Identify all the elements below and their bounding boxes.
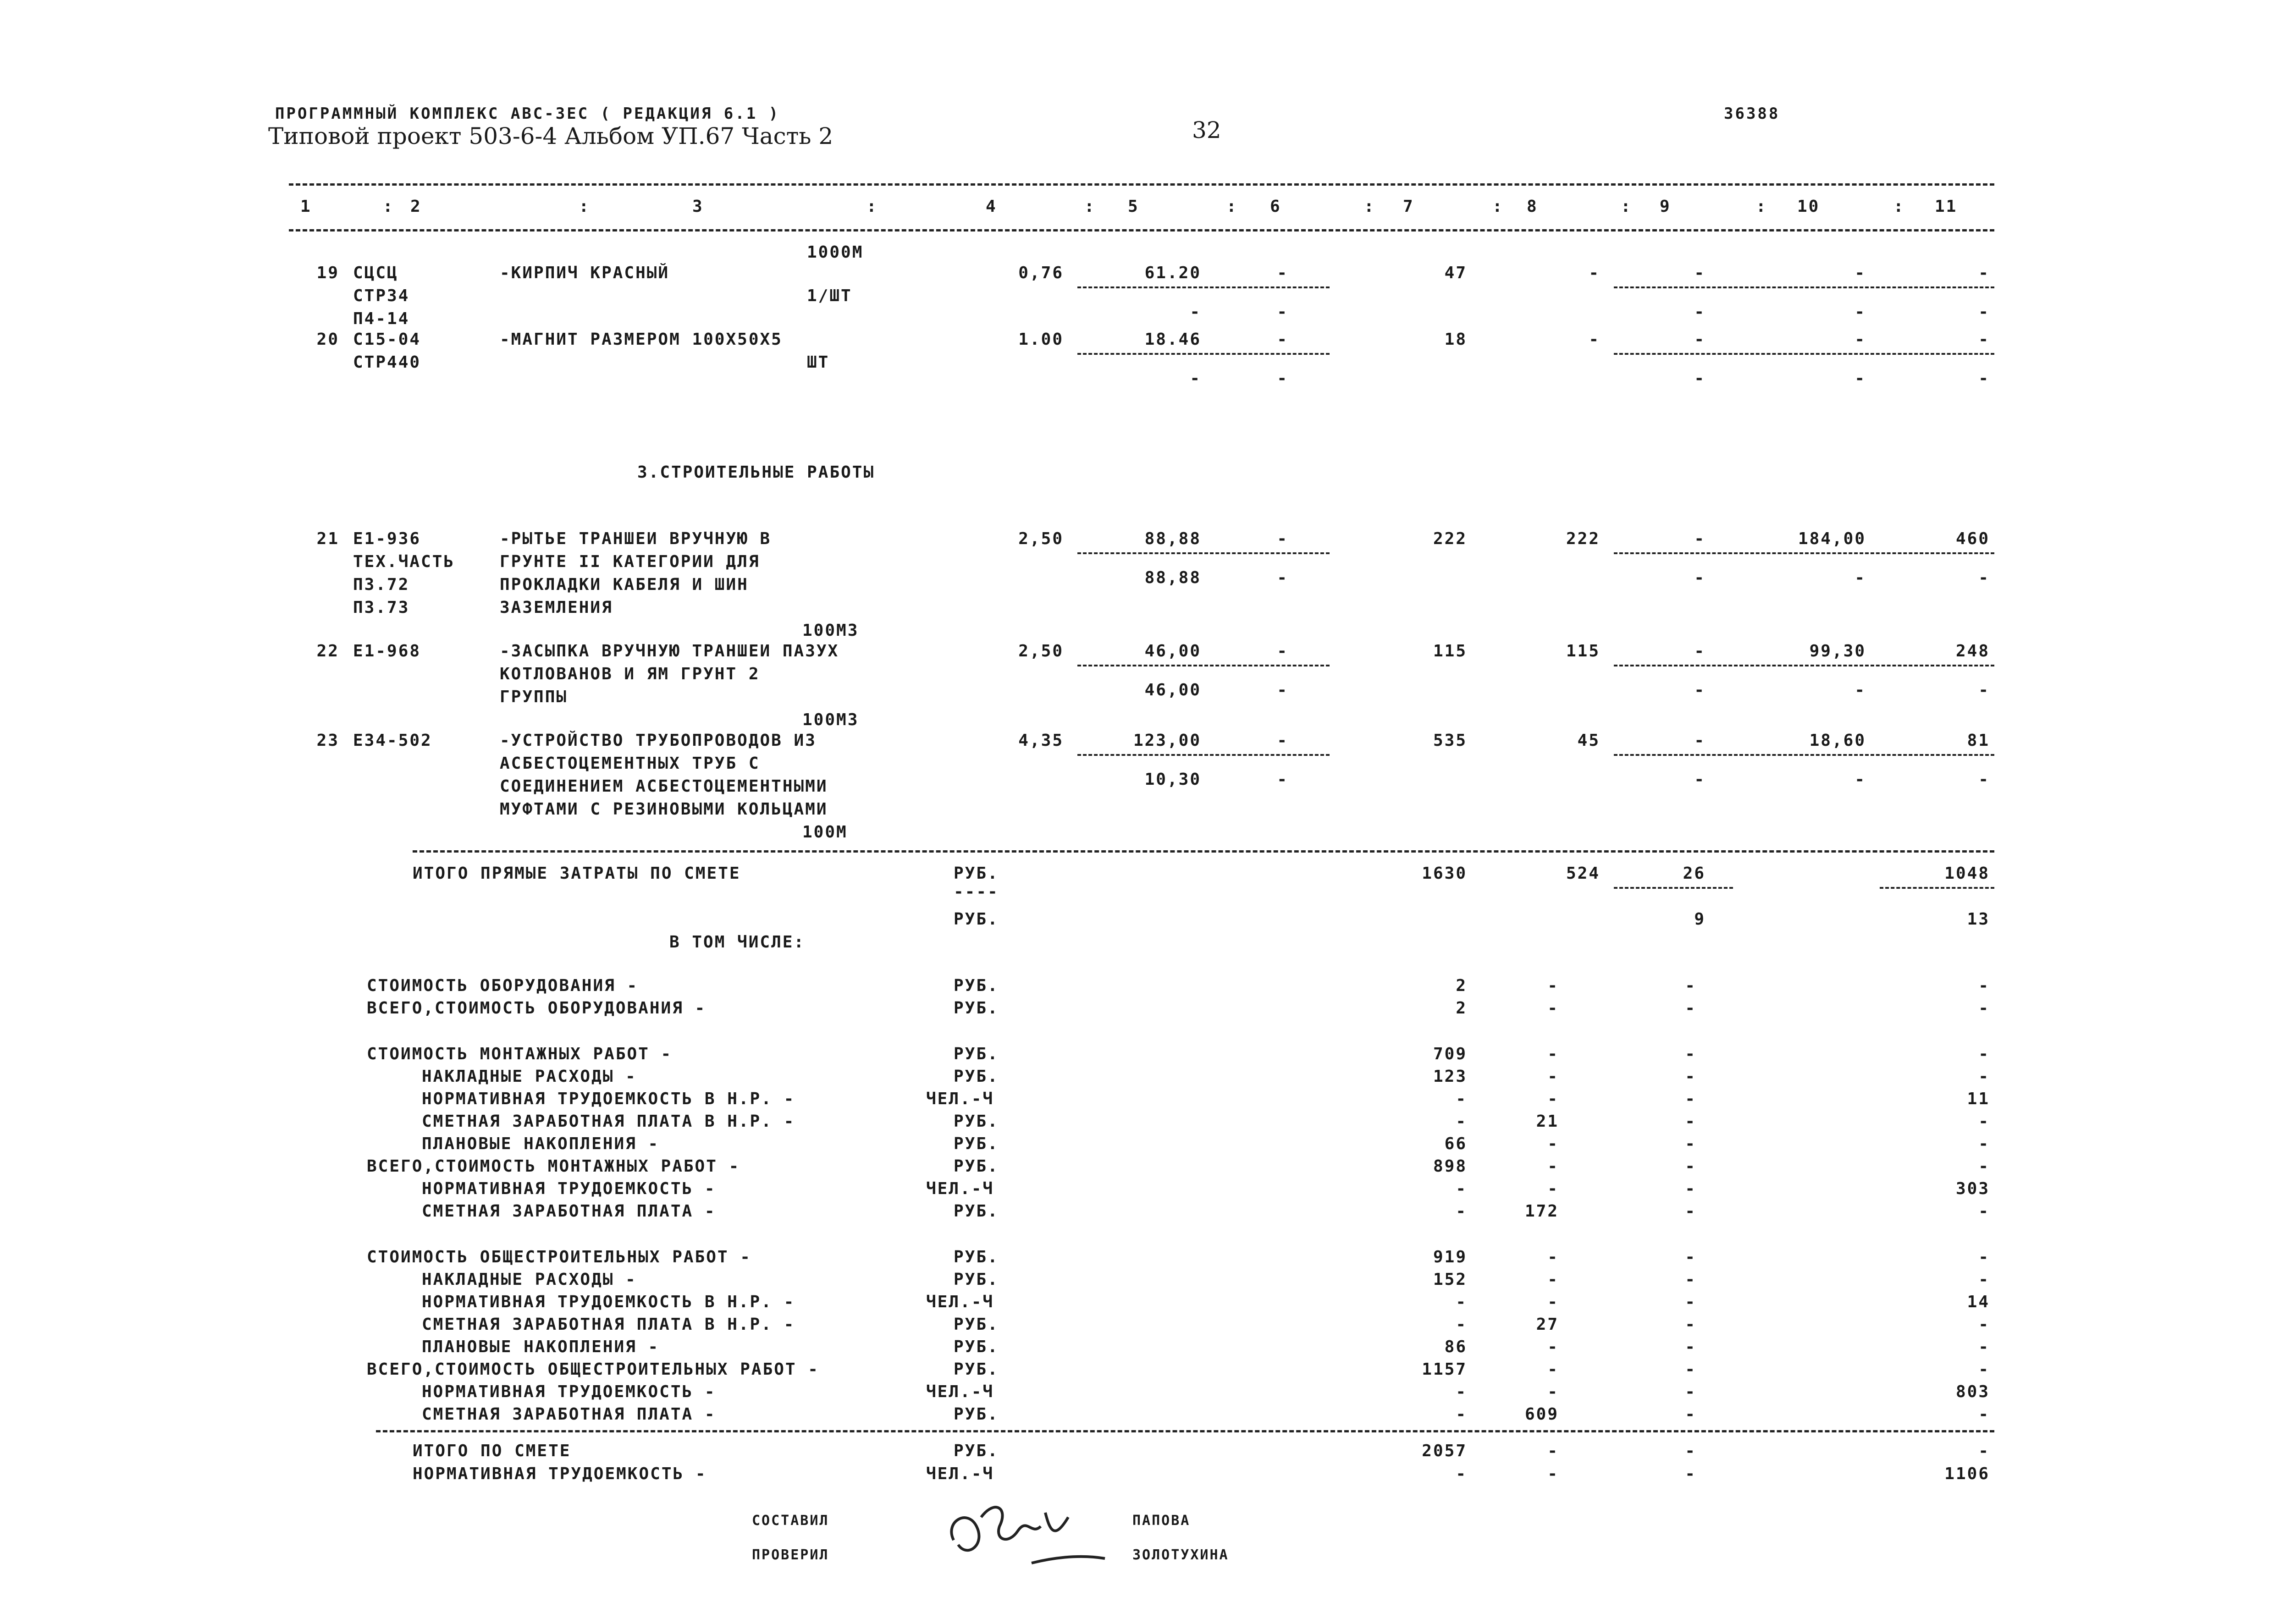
summary-col11: -	[1978, 1112, 1990, 1131]
item-col9: -	[1694, 264, 1706, 282]
column-header-7: 7	[1403, 197, 1414, 216]
column-separator: :	[579, 197, 591, 216]
item-col6: -	[1277, 264, 1288, 282]
final-label: ИТОГО ПО СМЕТЕ	[413, 1442, 571, 1460]
price-underline	[1077, 754, 1330, 756]
summary-col11: -	[1978, 999, 1990, 1018]
handwritten-signature	[940, 1490, 1114, 1581]
summary-col11: -	[1978, 1405, 1990, 1424]
item-unit-price: 123,00	[1133, 731, 1201, 750]
item-unit-price: 88,88	[1144, 529, 1201, 548]
item-col10: -	[1855, 264, 1866, 282]
item-code: ТЕХ.ЧАСТЬ	[353, 552, 455, 571]
item-col6: -	[1277, 529, 1288, 548]
final-col11: -	[1978, 1442, 1990, 1460]
summary-col11: 11	[1967, 1090, 1990, 1108]
summary-col9: -	[1685, 1067, 1696, 1086]
summary-unit: ЧЕЛ.-Ч	[926, 1382, 994, 1401]
item-col11-2: -	[1978, 681, 1990, 699]
item-description: -РЫТЬЕ ТРАНШЕИ ВРУЧНУЮ В	[500, 529, 772, 548]
item-col10: 184,00	[1798, 529, 1866, 548]
item-col11: 248	[1955, 642, 1990, 661]
summary-col9: -	[1685, 1090, 1696, 1108]
direct-costs-col9: 26	[1683, 864, 1706, 883]
item-col10: 99,30	[1809, 642, 1866, 661]
item-col6-2: -	[1277, 303, 1288, 321]
summary-col7: 86	[1444, 1338, 1467, 1356]
item-col10-2: -	[1855, 770, 1866, 789]
summary-col8: 21	[1536, 1112, 1559, 1131]
summary-col8: -	[1547, 976, 1559, 995]
summary-col7: -	[1456, 1090, 1467, 1108]
wage-underline	[1614, 353, 1994, 355]
item-code: Е1-968	[353, 642, 421, 661]
price-underline	[1077, 353, 1330, 355]
summary-col7: -	[1456, 1202, 1467, 1221]
summary-unit: РУБ.	[954, 1248, 999, 1266]
direct-costs-label: ИТОГО ПРЯМЫЕ ЗАТРАТЫ ПО СМЕТЕ	[413, 864, 741, 883]
summary-col9: -	[1685, 1248, 1696, 1266]
item-unit: 100М3	[802, 621, 859, 640]
item-number: 19	[316, 264, 339, 282]
summary-label: ПЛАНОВЫЕ НАКОПЛЕНИЯ -	[422, 1338, 660, 1356]
summary-col11: -	[1978, 1338, 1990, 1356]
final-col9: -	[1685, 1464, 1696, 1483]
summary-col9: -	[1685, 1270, 1696, 1289]
item-code: П4-14	[353, 309, 410, 328]
column-header-5: 5	[1128, 197, 1139, 216]
direct-costs-col11-2: 13	[1967, 910, 1990, 929]
summary-label: ВСЕГО,СТОИМОСТЬ ОБЩЕСТРОИТЕЛЬНЫХ РАБОТ -	[367, 1360, 819, 1379]
item-col10-2: -	[1855, 369, 1866, 388]
item-code: П3.73	[353, 598, 410, 617]
direct-costs-unit-2: РУБ.	[954, 910, 999, 929]
item-description: АСБЕСТОЦЕМЕНТНЫХ ТРУБ С	[500, 754, 760, 773]
item-description: МУФТАМИ С РЕЗИНОВЫМИ КОЛЬЦАМИ	[500, 800, 828, 819]
price-underline	[1077, 286, 1330, 288]
item-quantity: 2,50	[1018, 642, 1064, 661]
item-unit: 1/ШТ	[807, 286, 852, 305]
item-col10: -	[1855, 330, 1866, 349]
item-number: 21	[316, 529, 339, 548]
summary-col8: -	[1547, 1293, 1559, 1311]
item-col9: -	[1694, 731, 1706, 750]
summary-unit: РУБ.	[954, 999, 999, 1018]
summary-unit: ЧЕЛ.-Ч	[926, 1090, 994, 1108]
item-col6: -	[1277, 642, 1288, 661]
summary-col9: -	[1685, 1315, 1696, 1334]
item-code: Е34-502	[353, 731, 432, 750]
project-title: Типовой проект 503-6-4 Альбом УП.67 Часть 2	[268, 123, 833, 149]
item-col9: -	[1694, 529, 1706, 548]
final-col7: -	[1456, 1464, 1467, 1483]
summary-label: НАКЛАДНЫЕ РАСХОДЫ -	[422, 1067, 637, 1086]
summary-col8: -	[1547, 1090, 1559, 1108]
item-col10: 18,60	[1809, 731, 1866, 750]
item-unit: 100М	[802, 823, 848, 842]
item-quantity: 0,76	[1018, 264, 1064, 282]
summary-label: СМЕТНАЯ ЗАРАБОТНАЯ ПЛАТА В Н.Р. -	[422, 1315, 795, 1334]
summary-col8: -	[1547, 1270, 1559, 1289]
summary-unit: РУБ.	[954, 1067, 999, 1086]
summary-col7: 2	[1456, 999, 1467, 1018]
summary-unit: РУБ.	[954, 1338, 999, 1356]
summary-col11: -	[1978, 976, 1990, 995]
summary-col7: 66	[1444, 1134, 1467, 1153]
final-col7: 2057	[1422, 1442, 1467, 1460]
table-header-rule	[289, 229, 1994, 231]
item-col8: 45	[1577, 731, 1600, 750]
item-col6-2: -	[1277, 568, 1288, 587]
summary-unit: РУБ.	[954, 1360, 999, 1379]
item-unit-price: 61.20	[1144, 264, 1201, 282]
summary-col8: -	[1547, 1179, 1559, 1198]
item-col9-2: -	[1694, 770, 1706, 789]
item-number: 20	[316, 330, 339, 349]
summary-col7: -	[1456, 1405, 1467, 1424]
item-code: П3.72	[353, 575, 410, 594]
summary-col8: -	[1547, 1067, 1559, 1086]
summary-col8: 609	[1524, 1405, 1559, 1424]
item-col9-2: -	[1694, 303, 1706, 321]
summary-label: НАКЛАДНЫЕ РАСХОДЫ -	[422, 1270, 637, 1289]
summary-label: НОРМАТИВНАЯ ТРУДОЕМКОСТЬ В Н.Р. -	[422, 1293, 795, 1311]
summary-label: НОРМАТИВНАЯ ТРУДОЕМКОСТЬ В Н.Р. -	[422, 1090, 795, 1108]
summary-col7: 709	[1433, 1045, 1467, 1063]
summary-col11: -	[1978, 1157, 1990, 1176]
item-number: 22	[316, 642, 339, 661]
checked-by-label: ПРОВЕРИЛ	[752, 1547, 829, 1563]
item-code: СТР440	[353, 353, 421, 372]
summary-col11: -	[1978, 1134, 1990, 1153]
item-quantity: 4,35	[1018, 731, 1064, 750]
summary-label: СМЕТНАЯ ЗАРАБОТНАЯ ПЛАТА -	[422, 1405, 716, 1424]
final-col8: -	[1547, 1464, 1559, 1483]
summary-col8: -	[1547, 1338, 1559, 1356]
item-description: КОТЛОВАНОВ И ЯМ ГРУНТ 2	[500, 665, 760, 683]
summary-unit: РУБ.	[954, 976, 999, 995]
summary-unit: ЧЕЛ.-Ч	[926, 1293, 994, 1311]
summary-col8: -	[1547, 1134, 1559, 1153]
item-col9: -	[1694, 642, 1706, 661]
item-col8: -	[1589, 330, 1600, 349]
wage-underline	[1614, 552, 1994, 554]
summary-col11: -	[1978, 1248, 1990, 1266]
direct-costs-col9-2: 9	[1694, 910, 1706, 929]
item-code: СЦСЦ	[353, 264, 398, 282]
item-col11-2: -	[1978, 770, 1990, 789]
column-separator: :	[383, 197, 394, 216]
item-unit-price-2: 10,30	[1144, 770, 1201, 789]
summary-col7: 1157	[1422, 1360, 1467, 1379]
checked-by-name: ЗОЛОТУХИНА	[1132, 1547, 1229, 1563]
summary-unit: РУБ.	[954, 1045, 999, 1063]
summary-unit: РУБ.	[954, 1202, 999, 1221]
summary-col11: -	[1978, 1067, 1990, 1086]
direct-costs-unit: РУБ.	[954, 864, 999, 883]
summary-unit: РУБ.	[954, 1157, 999, 1176]
item-quantity: 2,50	[1018, 529, 1064, 548]
column-separator: :	[1364, 197, 1375, 216]
item-col8: 222	[1566, 529, 1600, 548]
summary-label: НОРМАТИВНАЯ ТРУДОЕМКОСТЬ -	[422, 1179, 716, 1198]
item-col10-2: -	[1855, 303, 1866, 321]
item-code: СТР34	[353, 286, 410, 305]
final-col8: -	[1547, 1442, 1559, 1460]
document-number: 36388	[1724, 105, 1780, 123]
summary-col7: -	[1456, 1112, 1467, 1131]
wage-underline	[1614, 754, 1994, 756]
summary-col11: -	[1978, 1360, 1990, 1379]
item-description: ПРОКЛАДКИ КАБЕЛЯ И ШИН	[500, 575, 749, 594]
item-col9-2: -	[1694, 568, 1706, 587]
table-top-rule	[289, 183, 1994, 186]
item-col7: 222	[1433, 529, 1467, 548]
summary-label: СМЕТНАЯ ЗАРАБОТНАЯ ПЛАТА -	[422, 1202, 716, 1221]
summary-label: ВСЕГО,СТОИМОСТЬ ОБОРУДОВАНИЯ -	[367, 999, 706, 1018]
summary-col9: -	[1685, 1293, 1696, 1311]
summary-col11: 14	[1967, 1293, 1990, 1311]
column-header-11: 11	[1935, 197, 1958, 216]
summary-col7: 2	[1456, 976, 1467, 995]
final-label: НОРМАТИВНАЯ ТРУДОЕМКОСТЬ -	[413, 1464, 707, 1483]
summary-col7: -	[1456, 1382, 1467, 1401]
column-separator: :	[1492, 197, 1504, 216]
summary-col9: -	[1685, 1179, 1696, 1198]
item-quantity: 1.00	[1018, 330, 1064, 349]
column-header-9: 9	[1660, 197, 1671, 216]
compiled-by-name: ПАПОВА	[1132, 1513, 1191, 1529]
item-code: Е1-936	[353, 529, 421, 548]
summary-col7: 898	[1433, 1157, 1467, 1176]
summary-label: СТОИМОСТЬ МОНТАЖНЫХ РАБОТ -	[367, 1045, 673, 1063]
summary-col9: -	[1685, 976, 1696, 995]
item-code: С15-04	[353, 330, 421, 349]
column-separator: :	[1893, 197, 1905, 216]
item-description: -УСТРОЙСТВО ТРУБОПРОВОДОВ ИЗ	[500, 731, 817, 750]
summary-col7: 123	[1433, 1067, 1467, 1086]
totals-underline	[1614, 887, 1733, 889]
item-col11: -	[1978, 264, 1990, 282]
compiled-by-label: СОСТАВИЛ	[752, 1513, 829, 1529]
summary-col9: -	[1685, 1202, 1696, 1221]
column-header-4: 4	[986, 197, 997, 216]
summary-col7: -	[1456, 1293, 1467, 1311]
column-header-6: 6	[1270, 197, 1281, 216]
in-that-number-label: В ТОМ ЧИСЛЕ:	[669, 933, 806, 952]
summary-col9: -	[1685, 1112, 1696, 1131]
summary-col8: -	[1547, 1248, 1559, 1266]
summary-col8: -	[1547, 1045, 1559, 1063]
summary-col7: -	[1456, 1315, 1467, 1334]
item-unit: ШТ	[807, 353, 830, 372]
direct-costs-col7: 1630	[1422, 864, 1467, 883]
item-col11-2: -	[1978, 568, 1990, 587]
item-col6: -	[1277, 330, 1288, 349]
item-col6-2: -	[1277, 681, 1288, 699]
summary-col9: -	[1685, 1360, 1696, 1379]
column-separator: :	[1084, 197, 1096, 216]
column-separator: :	[1621, 197, 1632, 216]
column-separator: :	[1226, 197, 1238, 216]
column-header-1: 1	[300, 197, 312, 216]
summary-col9: -	[1685, 1382, 1696, 1401]
summary-col9: -	[1685, 1338, 1696, 1356]
summary-col9: -	[1685, 1045, 1696, 1063]
item-number: 23	[316, 731, 339, 750]
final-col11: 1106	[1944, 1464, 1990, 1483]
summary-unit: РУБ.	[954, 1134, 999, 1153]
item-description: ГРУППЫ	[500, 688, 568, 706]
summary-col8: -	[1547, 999, 1559, 1018]
final-unit: РУБ.	[954, 1442, 999, 1460]
item-col11-2: -	[1978, 303, 1990, 321]
summary-col9: -	[1685, 1157, 1696, 1176]
column-header-3: 3	[692, 197, 704, 216]
summary-unit: РУБ.	[954, 1270, 999, 1289]
summary-col7: 152	[1433, 1270, 1467, 1289]
column-header-2: 2	[410, 197, 422, 216]
item-col9-2: -	[1694, 681, 1706, 699]
item-col11: -	[1978, 330, 1990, 349]
final-col9: -	[1685, 1442, 1696, 1460]
item-col6-2: -	[1277, 770, 1288, 789]
summary-unit: РУБ.	[954, 1405, 999, 1424]
summary-label: ПЛАНОВЫЕ НАКОПЛЕНИЯ -	[422, 1134, 660, 1153]
item-unit-price-2: 88,88	[1144, 568, 1201, 587]
summary-unit: РУБ.	[954, 1112, 999, 1131]
price-underline	[1077, 665, 1330, 666]
summary-col11: -	[1978, 1270, 1990, 1289]
summary-label: СТОИМОСТЬ ОБОРУДОВАНИЯ -	[367, 976, 639, 995]
summary-col8: -	[1547, 1360, 1559, 1379]
item-unit-price-2: -	[1190, 303, 1201, 321]
wage-underline	[1614, 286, 1994, 288]
summary-col8: -	[1547, 1382, 1559, 1401]
page-number: 32	[1192, 117, 1221, 143]
column-separator: :	[867, 197, 878, 216]
summary-col7: -	[1456, 1179, 1467, 1198]
item-col7: 47	[1444, 264, 1467, 282]
item-description: СОЕДИНЕНИЕМ АСБЕСТОЦЕМЕНТНЫМИ	[500, 777, 828, 796]
item-col11-2: -	[1978, 369, 1990, 388]
column-separator: :	[1756, 197, 1767, 216]
item-col8: -	[1589, 264, 1600, 282]
totals-underline	[1880, 887, 1994, 889]
final-rule	[376, 1430, 1994, 1432]
summary-col11: -	[1978, 1202, 1990, 1221]
summary-col7: 919	[1433, 1248, 1467, 1266]
summary-col9: -	[1685, 1134, 1696, 1153]
direct-costs-col11: 1048	[1944, 864, 1990, 883]
item-unit: 100М3	[802, 710, 859, 729]
summary-col11: 803	[1955, 1382, 1990, 1401]
item-col9: -	[1694, 330, 1706, 349]
unit-label: 1000М	[807, 243, 864, 262]
totals-rule	[413, 850, 1994, 853]
item-description: -ЗАСЫПКА ВРУЧНУЮ ТРАНШЕИ ПАЗУХ	[500, 642, 839, 661]
item-unit-price-2: 46,00	[1144, 681, 1201, 699]
summary-col8: 172	[1524, 1202, 1559, 1221]
item-description: ЗАЗЕМЛЕНИЯ	[500, 598, 613, 617]
column-header-10: 10	[1797, 197, 1820, 216]
summary-col9: -	[1685, 999, 1696, 1018]
item-col11: 460	[1955, 529, 1990, 548]
price-underline	[1077, 552, 1330, 554]
summary-col11: 303	[1955, 1179, 1990, 1198]
wage-underline	[1614, 665, 1994, 666]
summary-label: СМЕТНАЯ ЗАРАБОТНАЯ ПЛАТА В Н.Р. -	[422, 1112, 795, 1131]
item-unit-price: 46,00	[1144, 642, 1201, 661]
summary-label: СТОИМОСТЬ ОБЩЕСТРОИТЕЛЬНЫХ РАБОТ -	[367, 1248, 751, 1266]
item-col7: 18	[1444, 330, 1467, 349]
summary-col11: -	[1978, 1045, 1990, 1063]
summary-col11: -	[1978, 1315, 1990, 1334]
item-col7: 535	[1433, 731, 1467, 750]
program-header: ПРОГРАММНЫЙ КОМПЛЕКС АВС-3ЕС ( РЕДАКЦИЯ 6.1 )	[275, 105, 780, 123]
item-col11: 81	[1967, 731, 1990, 750]
summary-label: ВСЕГО,СТОИМОСТЬ МОНТАЖНЫХ РАБОТ -	[367, 1157, 740, 1176]
item-description: -КИРПИЧ КРАСНЫЙ	[500, 264, 670, 282]
item-col9-2: -	[1694, 369, 1706, 388]
item-description: -МАГНИТ РАЗМЕРОМ 100Х50Х5	[500, 330, 783, 349]
item-col6-2: -	[1277, 369, 1288, 388]
summary-label: НОРМАТИВНАЯ ТРУДОЕМКОСТЬ -	[422, 1382, 716, 1401]
column-header-8: 8	[1527, 197, 1538, 216]
direct-costs-dash: ----	[954, 882, 999, 901]
final-unit: ЧЕЛ.-Ч	[926, 1464, 994, 1483]
direct-costs-col8: 524	[1566, 864, 1600, 883]
item-unit-price: 18.46	[1144, 330, 1201, 349]
item-col6: -	[1277, 731, 1288, 750]
summary-unit: ЧЕЛ.-Ч	[926, 1179, 994, 1198]
section-title: 3.СТРОИТЕЛЬНЫЕ РАБОТЫ	[637, 463, 875, 482]
item-col10-2: -	[1855, 568, 1866, 587]
item-col8: 115	[1566, 642, 1600, 661]
summary-col8: 27	[1536, 1315, 1559, 1334]
item-col10-2: -	[1855, 681, 1866, 699]
item-unit-price-2: -	[1190, 369, 1201, 388]
item-description: ГРУНТЕ II КАТЕГОРИИ ДЛЯ	[500, 552, 760, 571]
summary-unit: РУБ.	[954, 1315, 999, 1334]
summary-col9: -	[1685, 1405, 1696, 1424]
item-col7: 115	[1433, 642, 1467, 661]
summary-col8: -	[1547, 1157, 1559, 1176]
